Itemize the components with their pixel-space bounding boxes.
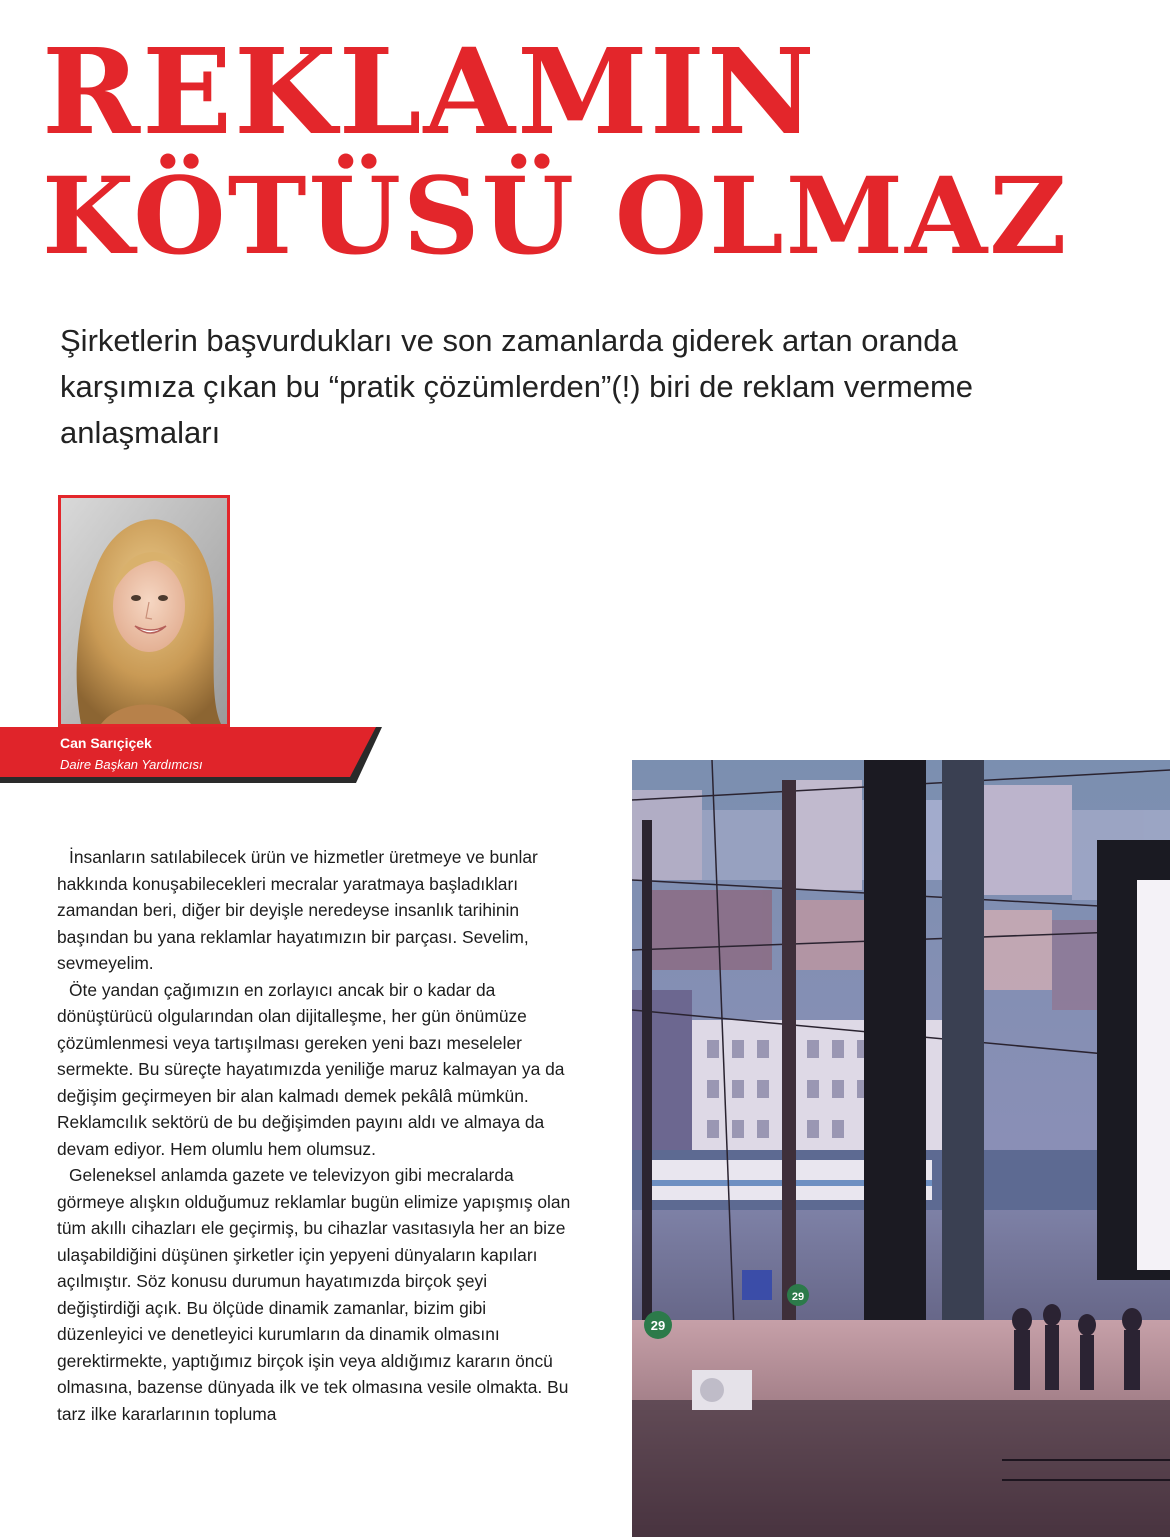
headline [42, 22, 1152, 278]
station-photo [632, 760, 1170, 1537]
paragraph: İnsanların satılabilecek ürün ve hizmetler üretmeye ve bunlar hakkında konuşabilecekleri mecralar yaratmaya başladıkları zamandan beri, diğer bir deyişle neredeyse insanlık tarihinin başından bu yana reklamlar hayatımızın bir parçası. Sevelim, sevmeyelim. [57, 847, 538, 973]
headline-line-1: REKLAMIN [42, 22, 817, 161]
platform-sign-2: 29 [791, 1291, 805, 1303]
platform-sign-1: 29 [650, 1318, 666, 1333]
author-portrait [58, 495, 230, 727]
paragraph: Öte yandan çağımızın en zorlayıcı ancak bir o kadar da dönüştürücü olgularından olan dijitalleşme, her gün önümüze çözümlenmesi veya tartışılması gereken yeni bazı meseleler sermekte. Bu süreçte hayatımızda yeniliğe maruz kalmayan ya da değişim geçirmeyen bir alan kalmadı demek pekâlâ mümkün. Reklamcılık sektörü de bu değişimden payını aldı ve almaya da devam ediyor. Hem olumlu hem olumsuz. [57, 979, 565, 1159]
headline-line-2: KÖTÜSÜ OLMAZ [42, 153, 1069, 278]
paragraph: Geleneksel anlamda gazete ve televizyon gibi mecralarda görmeye alışkın olduğumuz reklamlar bugün elimize yapışmış olan tüm akıllı cihazları ele geçirmiş, bu cihazlar vasıtasıyla her an bize ulaşabildiğini düşünen şirketler için yepyeni dünyaların kapıları açılmıştır. Söz konusu durumun hayatımızda birçok şeyi değiştirdiği açık. Bu ölçüde dinamik zamanlar, bizim gibi düzenleyici ve denetleyici kurumların da dinamik olmasını gerektirmekte, yaptığımız birçok işin veya aldığımız kararın öncü olmasına, bazense dünyada ilk ve tek olmasına vesile olmakta. Bu tarz ilke kararlarının topluma [57, 1165, 571, 1424]
byline-band [0, 727, 382, 783]
author-title: Daire Başkan Yardımcısı [60, 757, 203, 772]
article-body [57, 844, 575, 1427]
subtitle: Şirketlerin başvurdukları ve son zamanlarda giderek artan oranda karşımıza çıkan bu “pratik çözümlerden”(!) biri de reklam vermeme anlaşmaları [60, 323, 974, 450]
author-name: Can Sarıçiçek [60, 735, 152, 751]
